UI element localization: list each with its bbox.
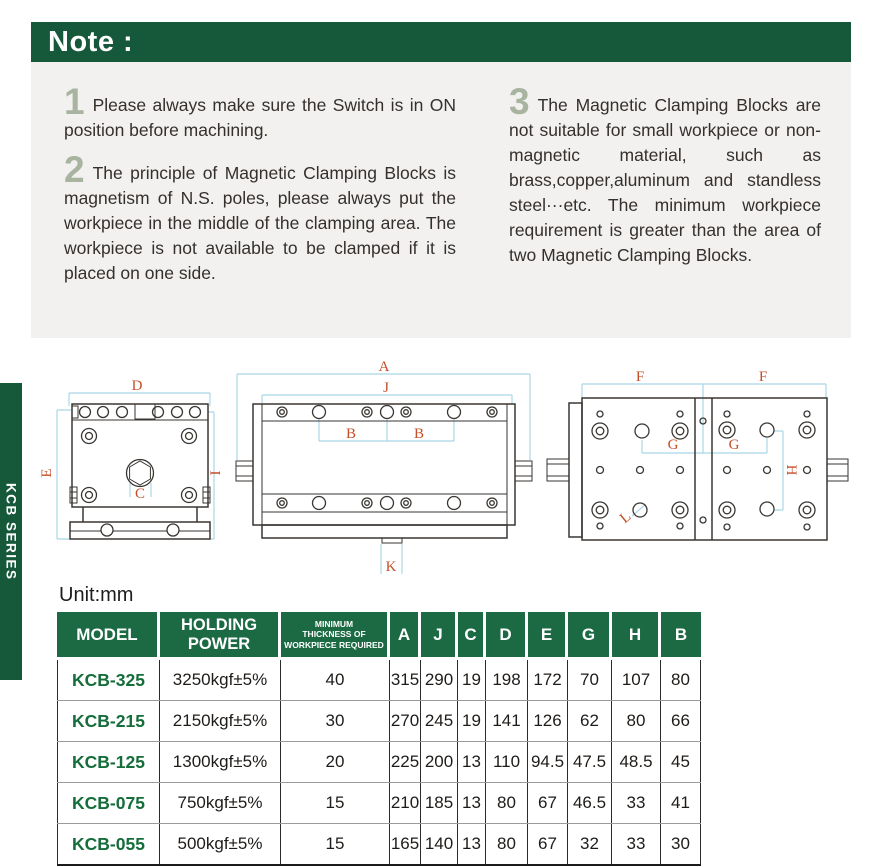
table-row [57,660,701,701]
dim-label-f-right: F [758,369,768,385]
dim-label-h: H [783,464,799,476]
table-row [57,701,701,742]
dim-label-i: I [208,470,224,476]
value-cell: 290 [421,660,458,700]
value-cell: 94.5 [528,742,568,782]
column-header-dim-a: A [390,612,421,657]
model-cell: KCB-125 [57,742,160,782]
value-cell: 40 [281,660,390,700]
value-cell: 41 [661,783,701,823]
value-cell: 185 [421,783,458,823]
column-header-holding-power: HOLDING POWER [160,612,281,657]
model-cell: KCB-075 [57,783,160,823]
column-header-dim-d: D [486,612,528,657]
value-cell: 140 [421,824,458,864]
table-row [57,742,701,783]
note-item-2-text: The principle of Magnetic Clamping Blocks is magnetism of N.S. poles, please always put the workpiece in the middle of the clamping area. The workpiece is not available to be clamped if it is placed on one side. [64,163,456,283]
value-cell: 110 [486,742,528,782]
table-body [57,660,701,866]
table-row [57,783,701,824]
note-item-2-number: 2 [64,149,85,190]
dim-label-l: L [616,508,635,527]
value-cell: 33 [612,783,661,823]
note-item-1-text: Please always make sure the Switch is in ON position before machining. [64,95,456,140]
value-cell: 13 [458,742,486,782]
value-cell: 245 [421,701,458,741]
value-cell: 30 [661,824,701,864]
note-column-right [509,81,821,338]
dim-label-c: C [134,486,146,502]
dim-label-j: J [383,380,389,396]
table-header-row [57,612,701,657]
value-cell: 19 [458,660,486,700]
model-cell: KCB-325 [57,660,160,700]
value-cell: 15 [281,824,390,864]
value-cell: 750kgf±5% [160,783,281,823]
value-cell: 225 [390,742,421,782]
note-item-1-number: 1 [64,81,85,122]
dim-label-k: K [385,559,397,575]
dim-label-f-left: F [635,369,645,385]
value-cell: 33 [612,824,661,864]
column-header-model: MODEL [57,612,160,657]
dim-label-b-right: B [413,426,425,442]
model-cell: KCB-215 [57,701,160,741]
value-cell: 200 [421,742,458,782]
value-cell: 270 [390,701,421,741]
value-cell: 107 [612,660,661,700]
dim-label-a: A [378,359,390,375]
bottom-view-drawing [547,369,848,540]
value-cell: 2150kgf±5% [160,701,281,741]
value-cell: 80 [661,660,701,700]
value-cell: 67 [528,783,568,823]
value-cell: 210 [390,783,421,823]
dim-label-g-right: G [728,437,740,453]
dim-label-g-left: G [667,437,679,453]
technical-drawings [0,345,887,590]
value-cell: 80 [486,824,528,864]
value-cell: 165 [390,824,421,864]
note-item-3 [509,81,821,268]
value-cell: 48.5 [612,742,661,782]
value-cell: 126 [528,701,568,741]
value-cell: 13 [458,783,486,823]
spec-table [57,612,701,866]
column-header-dim-h: H [612,612,661,657]
top-view-drawing [236,359,532,575]
value-cell: 13 [458,824,486,864]
dim-label-b-left: B [345,426,357,442]
column-header-dim-j: J [421,612,458,657]
note-item-1 [64,81,456,143]
value-cell: 1300kgf±5% [160,742,281,782]
value-cell: 67 [528,824,568,864]
value-cell: 500kgf±5% [160,824,281,864]
value-cell: 32 [568,824,612,864]
value-cell: 80 [612,701,661,741]
value-cell: 20 [281,742,390,782]
value-cell: 47.5 [568,742,612,782]
dim-label-e: E [39,468,55,478]
value-cell: 15 [281,783,390,823]
value-cell: 62 [568,701,612,741]
column-header-dim-c: C [458,612,486,657]
table-row [57,824,701,864]
note-box [31,62,851,338]
series-tab-label: KCB SERIES [3,482,19,581]
value-cell: 66 [661,701,701,741]
column-header-min-thickness: MINIMUM THICKNESS OF WORKPIECE REQUIRED [281,612,390,657]
value-cell: 172 [528,660,568,700]
value-cell: 46.5 [568,783,612,823]
note-header-bar [31,22,851,62]
value-cell: 315 [390,660,421,700]
dim-label-d: D [131,378,143,394]
value-cell: 45 [661,742,701,782]
note-title: Note : [48,25,134,58]
unit-label: Unit:mm [59,584,134,606]
value-cell: 3250kgf±5% [160,660,281,700]
value-cell: 80 [486,783,528,823]
value-cell: 198 [486,660,528,700]
note-item-2 [64,149,456,286]
model-cell: KCB-055 [57,824,160,864]
note-column-left [64,81,456,338]
value-cell: 70 [568,660,612,700]
column-header-dim-b: B [661,612,701,657]
front-view-drawing [39,378,224,539]
value-cell: 19 [458,701,486,741]
value-cell: 30 [281,701,390,741]
note-item-3-number: 3 [509,81,530,122]
value-cell: 141 [486,701,528,741]
note-item-3-text: The Magnetic Clamping Blocks are not suitable for small workpiece or non-magnetic material, such as brass,copper,aluminum and standless steel···etc. The minimum workpiece requirement is greater than the area of two Magnetic Clamping Blocks. [509,95,821,265]
column-header-dim-e: E [528,612,568,657]
column-header-dim-g: G [568,612,612,657]
